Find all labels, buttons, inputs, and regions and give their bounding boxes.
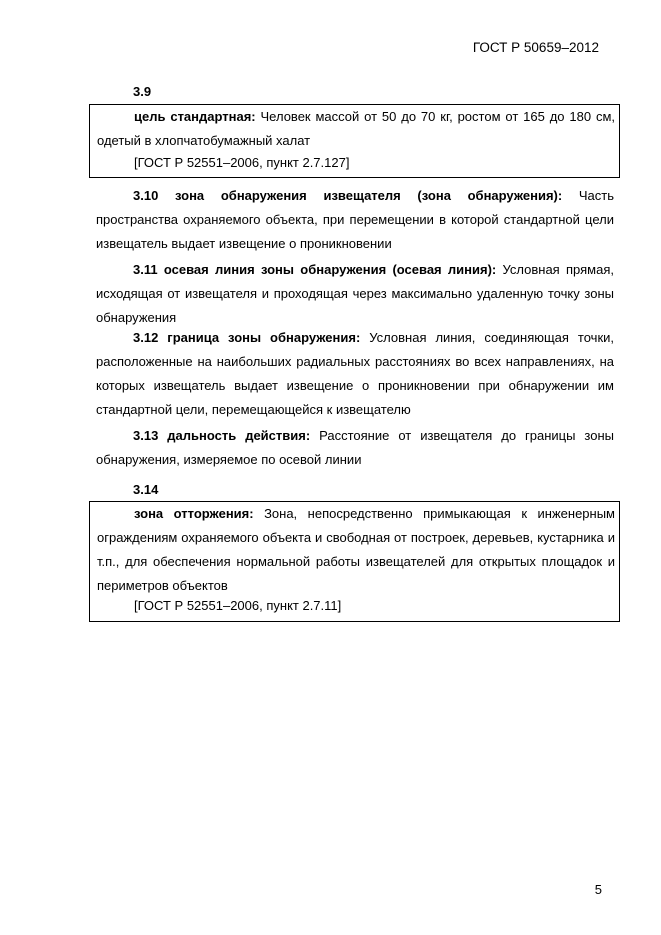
term-reference-3-9: [ГОСТ Р 52551–2006, пункт 2.7.127] [134, 155, 350, 170]
term-definition-text: Расстояние от извещателя до границы зоны обнаружения, измеряемое по осевой линии [96, 428, 614, 467]
term-title: граница зоны обнаружения: [167, 330, 361, 345]
term-paragraph-3-13 [96, 424, 614, 472]
term-reference-3-14: [ГОСТ Р 52551–2006, пункт 2.7.11] [134, 598, 342, 613]
term-definition-text: Часть пространства охраняемого объекта, при перемещении в которой стандартной цели извещатель выдает извещение о проникновении [96, 188, 614, 251]
term-paragraph-3-10 [96, 184, 614, 256]
term-definition-text: Условная линия, соединяющая точки, расположенные на наибольших радиальных расстояниях во всех направлениях, на которых извещатель выдает извещение о проникновении при обнаружении им стандартной цели, перемещающейся к извещателю [96, 330, 615, 417]
term-definition-text: Зона, непосредственно примыкающая к инженерным ограждениям охраняемого объекта и свободная от построек, деревьев, кустарника и т.п., для обеспечения нормальной работы извещателей для открытых площадок и периметров объектов [97, 506, 615, 593]
term-definition-3-14 [97, 502, 615, 598]
term-number-3-9: 3.9 [133, 84, 152, 99]
term-definition-text: Человек массой от 50 до 70 кг, ростом от 165 до 180 см, одетый в хлопчатобумажный халат [97, 109, 615, 148]
term-title: зона обнаружения извещателя (зона обнаружения): [175, 188, 563, 203]
term-paragraph-3-12 [96, 326, 614, 422]
term-number: 3.13 [133, 428, 159, 443]
term-number: 3.12 [133, 330, 159, 345]
term-title: осевая линия зоны обнаружения (осевая линия): [163, 262, 497, 277]
term-box-3-14 [89, 501, 620, 622]
term-title: дальность действия: [167, 428, 311, 443]
term-definition-3-9 [97, 105, 615, 153]
term-number-3-14: 3.14 [133, 482, 159, 497]
term-number: 3.11 [133, 262, 158, 277]
term-title: цель стандартная: [134, 109, 256, 124]
document-header: ГОСТ Р 50659–2012 [472, 40, 599, 55]
term-box-3-9 [89, 104, 620, 178]
term-number: 3.10 [133, 188, 159, 203]
term-definition-text: Условная прямая, исходящая от извещателя и проходящая через максимально удаленную точку зоны обнаружения [96, 262, 614, 325]
term-title: зона отторжения: [134, 506, 254, 521]
page-number: 5 [594, 882, 602, 897]
term-paragraph-3-11 [96, 258, 614, 330]
